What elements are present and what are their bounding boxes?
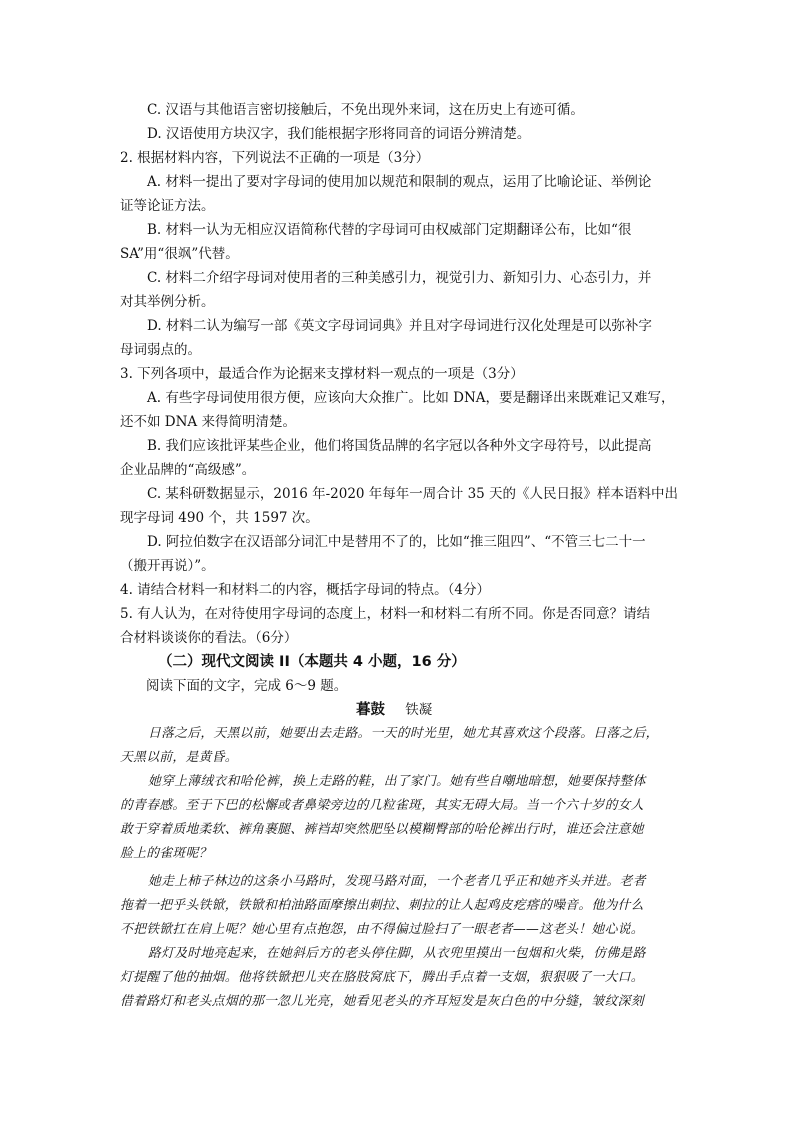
question-4: 4. 请结合材料一和材料二的内容，概括字母词的特点。（4分） [120,582,491,598]
option-3c: C. 某科研数据显示，2016 年-2020 年每年一周合计 35 天的《人民日报》样本语料中出 [147,486,679,502]
story-line: 脸上的雀斑呢？ [120,846,212,861]
story-line: 不把铁锨扛在肩上呢？她心里有点抱怨，由不得偏过脸扫了一眼老者——这老头！她心说。 [120,922,644,937]
story-author: 铁凝 [405,702,433,718]
option-2b-cont: SA”用“很飒”代替。 [120,246,239,262]
option-1c: C. 汉语与其他语言密切接触后，不免出现外来词，这在历史上有迹可循。 [147,102,584,118]
story-title: 暮鼓 [356,702,385,718]
option-2b: B. 材料一认为无相应汉语简称代替的字母词可由权威部门定期翻译公布，比如“很 [147,222,632,238]
option-1d: D. 汉语使用方块汉字，我们能根据字形将同音的词语分辨清楚。 [147,126,531,142]
story-line: 灯提醒了他的抽烟。他将铁锨把儿夹在胳肢窝底下，腾出手点着一支烟，狠狠吸了一大口。 [120,970,644,985]
story-heading [356,698,432,722]
option-3d-cont: （搬开再说）”。 [120,558,215,574]
option-2d-cont: 母词弱点的。 [120,342,201,358]
option-3c-cont: 现字母词 490 个，共 1597 次。 [120,510,319,526]
story-line: 路灯及时地亮起来，在她斜后方的老头停住脚，从衣兜里摸出一包烟和火柴，仿佛是路 [148,946,646,961]
question-3: 3. 下列各项中，最适合作为论据来支撑材料一观点的一项是（3分） [120,366,524,382]
story-line: 她穿上薄绒衣和哈伦裤，换上走路的鞋，出了家门。她有些自嘲地暗想，她要保持整体 [148,774,646,789]
story-line: 敢于穿着质地柔软、裤角裹腿、裤裆却突然肥坠以模糊臀部的哈伦裤出行时，谁还会注意她 [120,822,644,837]
option-3b-cont: 企业品牌的“高级感”。 [120,462,256,478]
story-line: 借着路灯和老头点烟的那一忽儿光亮，她看见老头的齐耳短发是灰白色的中分缝，皱纹深刻 [120,994,644,1009]
story-line: 日落之后，天黑以前，她要出去走路。一天的时光里，她尤其喜欢这个段落。日落之后， [148,726,659,741]
option-2c: C. 材料二介绍字母词对使用者的三种美感引力，视觉引力、新知引力、心态引力，并 [147,270,652,286]
story-line: 的青春感。至于下巴的松懈或者鼻梁旁边的几粒雀斑，其实无碍大局。当一个六十岁的女人 [120,798,644,813]
option-3b: B. 我们应该批评某些企业，他们将国货品牌的名字冠以各种外文字母符号，以此提高 [147,438,652,454]
option-2a: A. 材料一提出了要对字母词的使用加以规范和限制的观点，运用了比喻论证、举例论 [147,174,652,190]
option-3a: A. 有些字母词使用很方便，应该向大众推广。比如 DNA，要是翻译出来既难记又难写， [147,390,675,406]
option-2c-cont: 对其举例分析。 [120,294,215,310]
option-3d: D. 阿拉伯数字在汉语部分词汇中是替用不了的，比如“推三阻四”、“不管三七二十一 [147,534,646,550]
question-2: 2. 根据材料内容，下列说法不正确的一项是（3分） [120,150,430,166]
section-heading: （二）现代文阅读 II（本题共 4 小题，16 分） [158,654,466,670]
question-5: 5. 有人认为，在对待使用字母词的态度上，材料一和材料二有所不同。你是否同意？请结 [120,606,651,622]
story-line: 她走上柿子林边的这条小马路时，发现马路对面，一个老者几乎正和她齐头并进。老者 [148,874,646,889]
option-3a-cont: 还不如 DNA 来得简明清楚。 [120,414,296,430]
question-5-cont: 合材料谈谈你的看法。（6分） [120,630,298,646]
story-line: 拖着一把乎头铁锨，铁锨和柏油路面摩擦出刺拉、刺拉的让人起鸡皮疙瘩的噪音。他为什么 [120,898,644,913]
reading-instruction: 阅读下面的文字，完成 6～9 题。 [146,678,348,694]
option-2d: D. 材料二认为编写一部《英文字母词词典》并且对字母词进行汉化处理是可以弥补字 [147,318,652,334]
story-line: 天黑以前，是黄昏。 [120,750,238,765]
option-2a-cont: 证等论证方法。 [120,198,215,214]
